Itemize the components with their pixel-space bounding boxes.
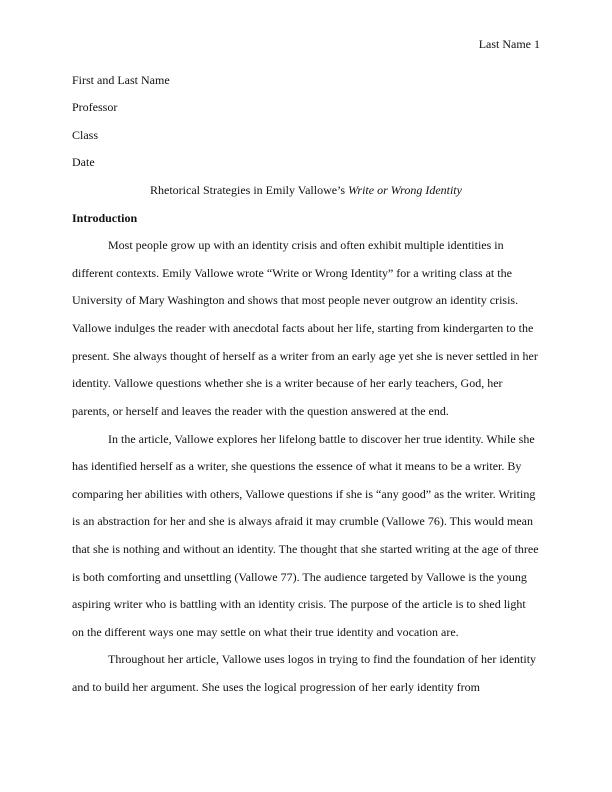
- body-line: University of Mary Washington and shows that most people never outgrow an identity crisis.: [72, 293, 519, 307]
- body-line: different contexts. Emily Vallowe wrote “Write or Wrong Identity” for a writing class at the: [72, 266, 512, 280]
- paper-title-prefix: Rhetorical Strategies in Emily Vallowe’s: [150, 183, 349, 197]
- body-line: is an abstraction for her and she is always afraid it may crumble (Vallowe 76). This would mean: [72, 514, 533, 528]
- body-line: present. She always thought of herself as a writer from an early age yet she is never settled in her: [72, 349, 538, 363]
- paper-title: [0, 183, 612, 197]
- body-line: that she is nothing and without an identity. The thought that she started writing at the age of three: [72, 542, 539, 556]
- running-head: Last Name 1: [478, 37, 540, 51]
- body-line: identity. Vallowe questions whether she is a writer because of her early teachers, God, her: [72, 376, 503, 390]
- body-line: has identified herself as a writer, she questions the essence of what it means to be a writer. By: [72, 459, 522, 473]
- body-line: aspiring writer who is battling with an identity crisis. The purpose of the article is to shed light: [72, 597, 526, 611]
- body-line: Most people grow up with an identity crisis and often exhibit multiple identities in: [108, 238, 504, 252]
- body-line: Throughout her article, Vallowe uses logos in trying to find the foundation of her identity: [108, 652, 537, 666]
- body-line: parents, or herself and leaves the reader with the question answered at the end.: [72, 404, 449, 418]
- section-heading: Introduction: [72, 211, 138, 225]
- body-line: on the different ways one may settle on what their true identity and vocation are.: [72, 625, 459, 639]
- class-line: Class: [72, 128, 99, 142]
- date-line: Date: [72, 155, 95, 169]
- body-line: is both comforting and unsettling (Vallowe 77). The audience targeted by Vallowe is the young: [72, 570, 527, 584]
- body-line: comparing her abilities with others, Vallowe questions if she is “any good” as the writer. Writing: [72, 487, 536, 501]
- body-line: Vallowe indulges the reader with anecdotal facts about her life, starting from kindergarten to the: [72, 321, 534, 335]
- body-line: and to build her argument. She uses the logical progression of her early identity from: [72, 680, 481, 694]
- student-name: First and Last Name: [72, 73, 170, 87]
- body-line: In the article, Vallowe explores her lifelong battle to discover her true identity. While she: [108, 432, 535, 446]
- professor-line: Professor: [72, 100, 118, 114]
- paper-title-italic: Write or Wrong Identity: [348, 183, 462, 197]
